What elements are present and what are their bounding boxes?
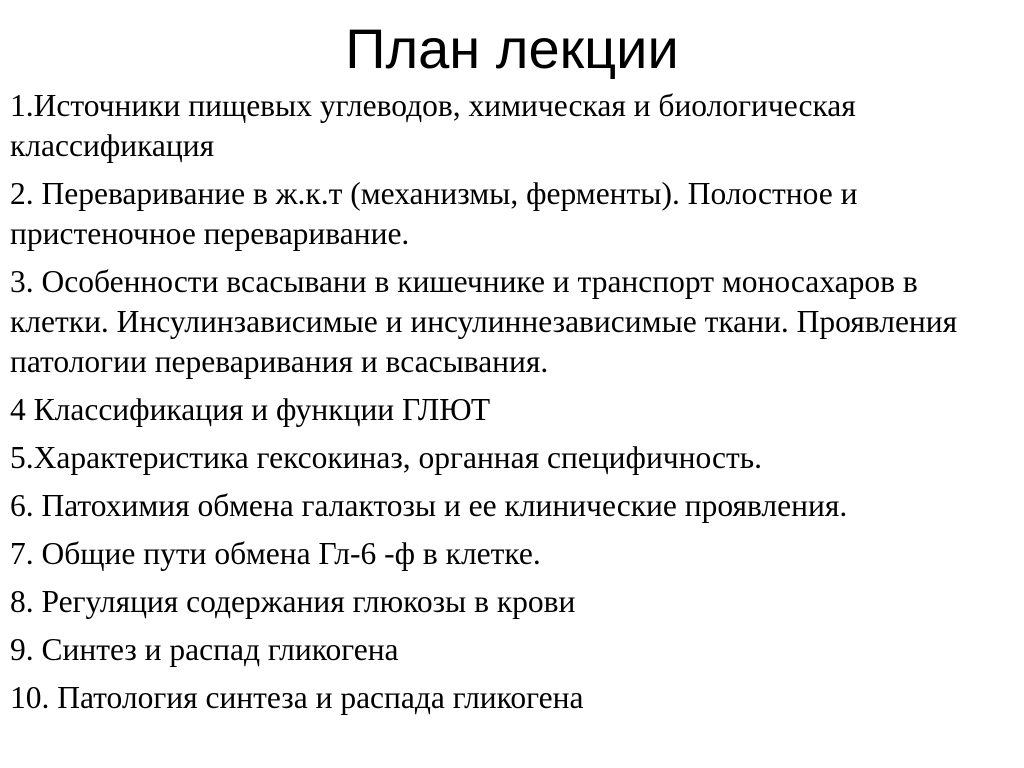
list-item: 4 Классификация и функции ГЛЮТ <box>10 392 491 427</box>
list-item: 3. Особенности всасывани в кишечнике и транспорт моносахаров в клетки. Инсулинзависимые и инсулиннезависимые ткани. Проявления патологии переваривания и всасывания. <box>10 264 958 379</box>
list-item: 1.Источники пищевых углеводов, химическая и биологическая классификация <box>10 88 856 163</box>
list-item: 7. Общие пути обмена Гл-6 -ф в клетке. <box>10 536 541 571</box>
list-item: 6. Патохимия обмена галактозы и ее клинические проявления. <box>10 488 848 523</box>
list-item: 9. Синтез и распад гликогена <box>10 632 399 667</box>
list-item: 8. Регуляция содержания глюкозы в крови <box>10 584 576 619</box>
list-item: 10. Патология синтеза и распада гликогена <box>10 680 584 715</box>
slide-title: План лекции <box>345 17 679 80</box>
list-item: 5.Характеристика гексокиназ, органная специфичность. <box>10 440 763 475</box>
list-item: 2. Переваривание в ж.к.т (механизмы, ферменты). Полостное и пристеночное переваривание. <box>10 176 858 251</box>
lecture-plan-list <box>10 86 1010 726</box>
